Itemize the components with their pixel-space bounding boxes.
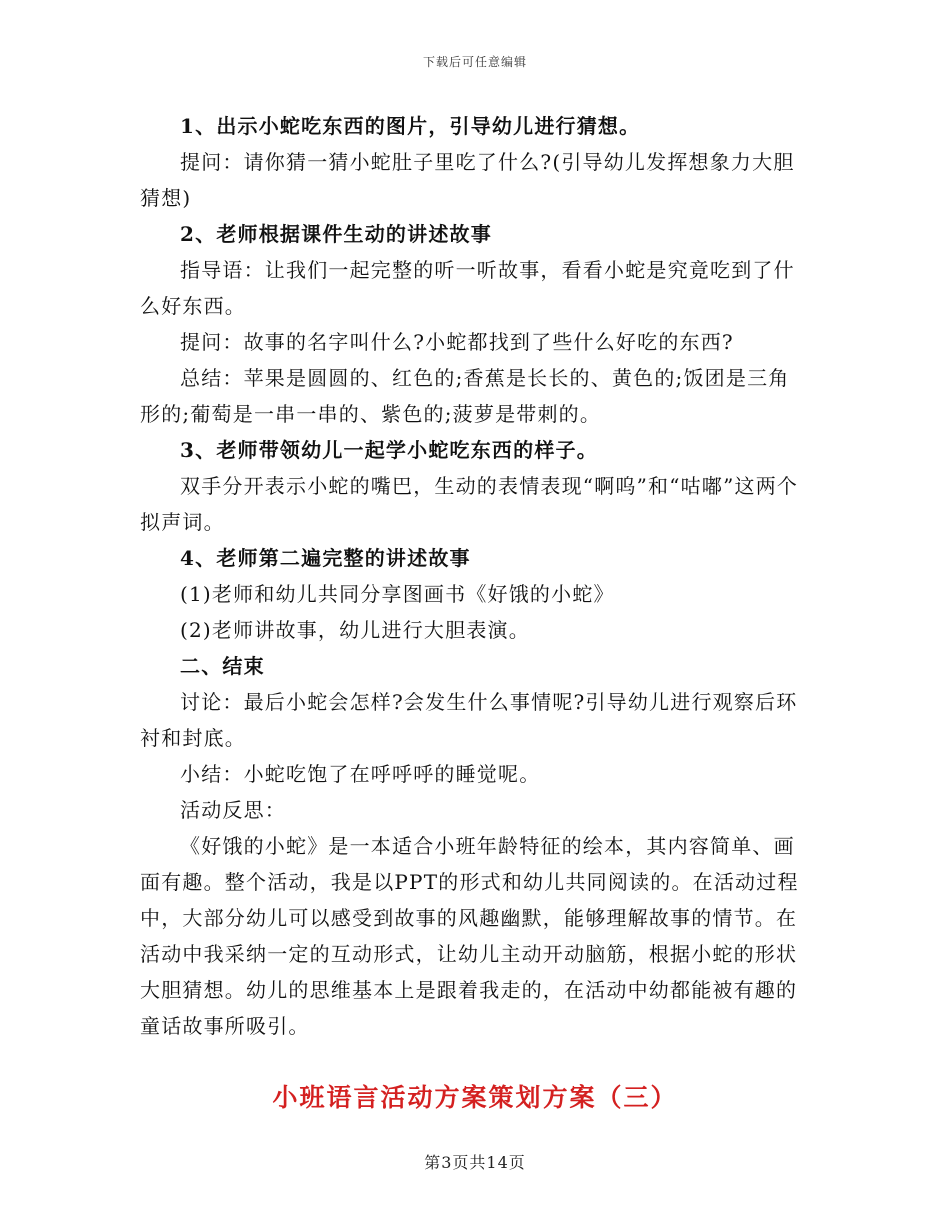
paragraph-step-3: 3、老师带领幼儿一起学小蛇吃东西的样子。: [180, 438, 598, 462]
paragraph-reflection-label: 活动反思：: [180, 798, 286, 822]
paragraph-guide: 指导语：让我们一起完整的听一听故事，看看小蛇是究竟吃到了什么好东西。: [140, 258, 795, 318]
heading-ending: 二、结束: [180, 654, 265, 678]
paragraph-discussion: 讨论：最后小蛇会怎样?会发生什么事情呢?引导幼儿进行观察后环衬和封底。: [140, 690, 798, 750]
paragraph-step-1: 1、出示小蛇吃东西的图片，引导幼儿进行猜想。: [180, 114, 641, 138]
document-body: [140, 108, 800, 1044]
paragraph-step-4: 4、老师第二遍完整的讲述故事: [180, 546, 471, 570]
paragraph-conclusion: 小结：小蛇吃饱了在呼呼呼的睡觉呢。: [180, 762, 541, 786]
paragraph-question-1: 提问：请你猜一猜小蛇肚子里吃了什么?(引导幼儿发挥想象力大胆猜想): [140, 150, 795, 210]
header-note: 下载后可任意编辑: [422, 55, 527, 69]
paragraph-summary: 总结：苹果是圆圆的、红色的;香蕉是长长的、黄色的;饭团是三角形的;葡萄是一串一串的、紫色的;菠萝是带刺的。: [140, 366, 790, 426]
paragraph-substep-2: (2)老师讲故事，幼儿进行大胆表演。: [180, 618, 530, 642]
page-footer: 第3页共14页: [424, 1153, 526, 1172]
paragraph-step-2: 2、老师根据课件生动的讲述故事: [180, 222, 492, 246]
paragraph-substep-1: (1)老师和幼儿共同分享图画书《好饿的小蛇》: [180, 582, 615, 606]
section-title: 小班语言活动方案策划方案（三）: [272, 1083, 678, 1112]
paragraph-gesture: 双手分开表示小蛇的嘴巴，生动的表情表现“啊呜”和“咕嘟”这两个拟声词。: [140, 474, 799, 534]
paragraph-reflection: 《好饿的小蛇》是一本适合小班年龄特征的绘本，其内容简单、画面有趣。整个活动，我是以PPT的形式和幼儿共同阅读的。在活动过程中，大部分幼儿可以感受到故事的风趣幽默，能够理解故事的情节。在活动中我采纳一定的互动形式，让幼儿主动开动脑筋，根据小蛇的形状大胆猜想。幼儿的思维基本上是跟着我走的，在活动中幼都能被有趣的童话故事所吸引。: [140, 834, 799, 1038]
paragraph-question-2: 提问：故事的名字叫什么?小蛇都找到了些什么好吃的东西?: [180, 330, 734, 354]
